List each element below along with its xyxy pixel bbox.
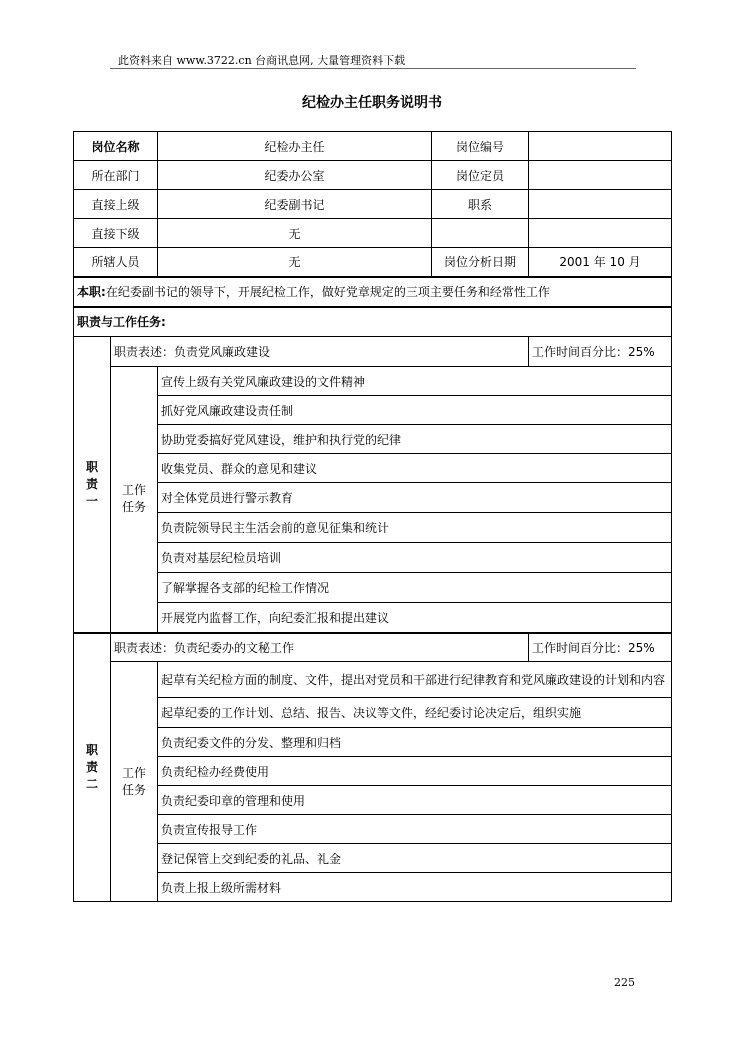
duty-name — [74, 337, 111, 633]
info-label: 岗位分析日期 — [432, 248, 529, 277]
info-label: 岗位编号 — [432, 132, 529, 161]
duty-statement-row — [74, 337, 672, 367]
task-row — [74, 815, 672, 844]
duty-name-char: 责 — [85, 476, 98, 491]
duty-time-percentage: 工作时间百分比：25% — [529, 337, 672, 367]
task-row — [74, 543, 672, 573]
task-item: 负责纪委印章的管理和使用 — [158, 786, 672, 815]
task-item: 负责上报上级所需材料 — [158, 873, 672, 902]
info-row — [74, 190, 672, 219]
task-row — [74, 573, 672, 603]
info-value: 无 — [158, 219, 432, 248]
info-value: 纪检办主任 — [158, 132, 432, 161]
duty-summary-text: 在纪委副书记的领导下，开展纪检工作，做好党章规定的三项主要任务和经常性工作 — [105, 285, 550, 299]
info-label: 所辖人员 — [74, 248, 158, 277]
task-row — [74, 367, 672, 396]
task-item: 了解掌握各支部的纪检工作情况 — [158, 573, 672, 603]
duty-name-char: 二 — [85, 776, 98, 791]
info-row — [74, 161, 672, 190]
task-item: 负责纪委文件的分发、整理和归档 — [158, 728, 672, 757]
info-label: 所在部门 — [74, 161, 158, 190]
info-label — [432, 219, 529, 248]
task-row — [74, 396, 672, 425]
task-row — [74, 786, 672, 815]
document-title: 纪检办主任职务说明书 — [302, 95, 442, 111]
task-row — [74, 513, 672, 543]
task-row — [74, 873, 672, 902]
info-label: 岗位定员 — [432, 161, 529, 190]
info-label: 直接上级 — [74, 190, 158, 219]
task-label-line: 工作 — [122, 483, 147, 498]
page-number: 225 — [614, 976, 635, 989]
page-header-source: 此资料来自 www.3722.cn 台商讯息网, 大量管理资料下载 — [118, 54, 406, 67]
task-item: 宣传上级有关党风廉政建设的文件精神 — [158, 367, 672, 396]
task-row — [74, 844, 672, 873]
task-item: 负责院领导民主生活会前的意见征集和统计 — [158, 513, 672, 543]
task-label — [111, 367, 158, 633]
task-item: 登记保管上交到纪委的礼品、礼金 — [158, 844, 672, 873]
duty-statement-row — [74, 633, 672, 662]
duty-statement: 职责表述：负责党风廉政建设 — [111, 337, 529, 367]
task-item: 负责纪检办经费使用 — [158, 757, 672, 786]
info-label: 岗位名称 — [74, 132, 158, 161]
task-row — [74, 483, 672, 513]
duty-name-char: 一 — [85, 493, 98, 508]
info-value — [529, 161, 672, 190]
header-divider — [110, 68, 636, 69]
duty-statement: 职责表述：负责纪委办的文秘工作 — [111, 633, 529, 662]
info-row — [74, 132, 672, 161]
task-item: 开展党内监督工作，向纪委汇报和提出建议 — [158, 603, 672, 633]
info-row — [74, 248, 672, 277]
job-description-table — [73, 131, 672, 902]
task-item: 起草有关纪检方面的制度、文件，提出对党员和干部进行纪律教育和党风廉政建设的计划和内容 — [158, 662, 672, 698]
task-label-line: 任务 — [122, 500, 147, 515]
task-row — [74, 662, 672, 698]
info-value: 纪委办公室 — [158, 161, 432, 190]
info-value: 纪委副书记 — [158, 190, 432, 219]
info-value: 无 — [158, 248, 432, 277]
task-row — [74, 425, 672, 454]
task-item: 对全体党员进行警示教育 — [158, 483, 672, 513]
info-value — [529, 190, 672, 219]
task-row — [74, 757, 672, 786]
task-item: 协助党委搞好党风建设，维护和执行党的纪律 — [158, 425, 672, 454]
duty-name-char: 责 — [85, 759, 98, 774]
task-item: 抓好党风廉政建设责任制 — [158, 396, 672, 425]
task-row — [74, 454, 672, 483]
task-label-line: 工作 — [122, 765, 147, 780]
duty-name — [74, 633, 111, 902]
task-item: 起草纪委的工作计划、总结、报告、决议等文件，经纪委讨论决定后，组织实施 — [158, 698, 672, 728]
duty-name-char: 职 — [85, 742, 98, 757]
task-label-line: 任务 — [122, 782, 147, 797]
duty-time-percentage: 工作时间百分比：25% — [529, 633, 672, 662]
responsibilities-heading: 职责与工作任务: — [74, 307, 672, 337]
responsibilities-heading-row — [74, 307, 672, 337]
task-item: 负责对基层纪检员培训 — [158, 543, 672, 573]
info-value — [529, 219, 672, 248]
info-row — [74, 219, 672, 248]
task-item: 收集党员、群众的意见和建议 — [158, 454, 672, 483]
task-item: 负责宣传报导工作 — [158, 815, 672, 844]
task-row — [74, 603, 672, 633]
duty-summary-row — [74, 277, 672, 307]
task-label — [111, 662, 158, 902]
info-value: 2001 年 10 月 — [529, 248, 672, 277]
duty-name-char: 职 — [85, 459, 98, 474]
info-label: 职系 — [432, 190, 529, 219]
task-row — [74, 698, 672, 728]
task-row — [74, 728, 672, 757]
duty-summary-label: 本职: — [77, 285, 106, 299]
info-label: 直接下级 — [74, 219, 158, 248]
info-value — [529, 132, 672, 161]
